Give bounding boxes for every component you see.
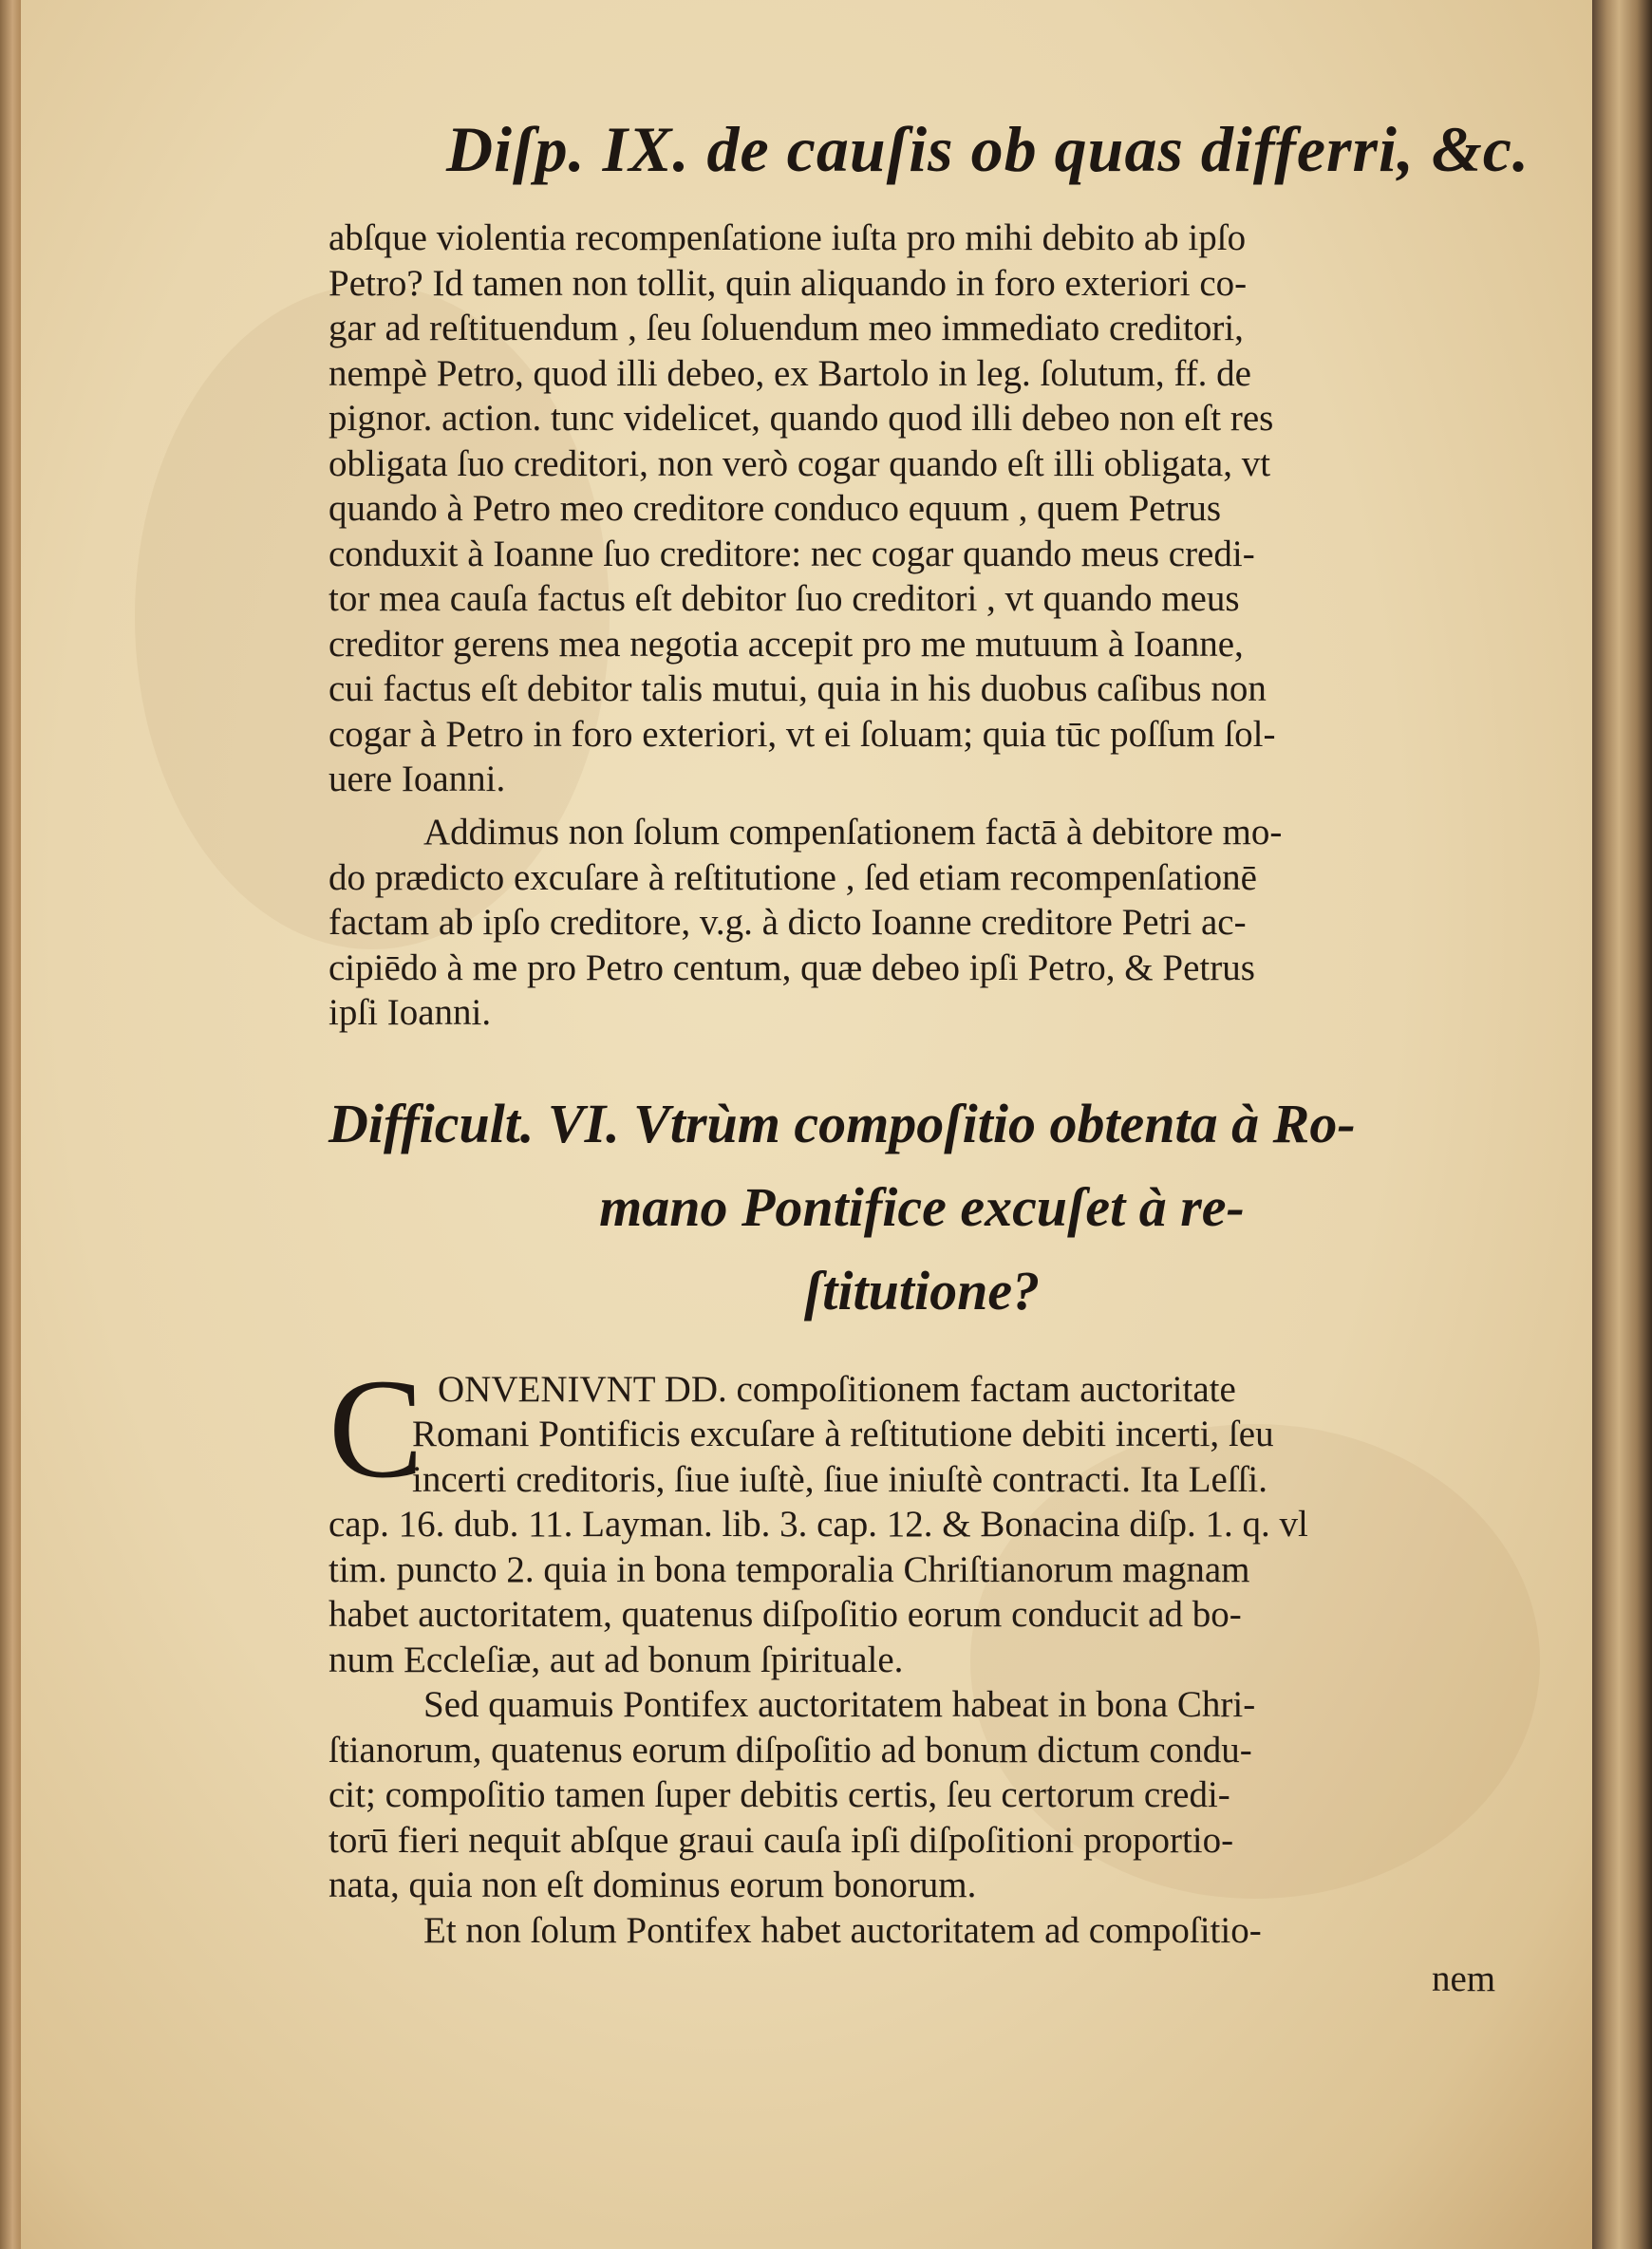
paragraph-continuation xyxy=(329,216,1496,802)
text-line: Addimus non ſolum compenſationem factā à debitore mo- xyxy=(423,812,1283,853)
text-line: nempè Petro, quod illi debeo, ex Bartolo in leg. ſolutum, ff. de xyxy=(329,352,1251,394)
text-line: gar ad reſtituendum , ſeu ſoluendum meo immediato creditori, xyxy=(329,308,1244,348)
text-line: incerti creditoris, ſiue iuſtè, ſiue iniuſtè contracti. Ita Leſſi. xyxy=(412,1459,1268,1500)
text-line: nata, quia non eſt dominus eorum bonorum. xyxy=(329,1865,977,1905)
book-left-edge xyxy=(0,0,21,2249)
running-header: Diſp. IX. de cauſis ob quas differri, &c. xyxy=(446,113,1530,185)
text-line: Petro? Id tamen non tollit, quin aliquando in foro exteriori co- xyxy=(329,262,1248,304)
text-line: creditor gerens mea negotia accepit pro me mutuum à Ioanne, xyxy=(329,623,1244,665)
text-line: Romani Pontificis excuſare à reſtitutione debiti incerti, ſeu xyxy=(412,1414,1274,1454)
text-line: factam ab ipſo creditore, v.g. à dicto Ioanne creditore Petri ac- xyxy=(329,902,1247,943)
drop-cap: C xyxy=(329,1350,424,1508)
text-line: num Eccleſiæ, aut ad bonum ſpirituale. xyxy=(329,1640,904,1680)
text-line: Et non ſolum Pontifex habet auctoritatem ad compoſitio- xyxy=(423,1910,1262,1951)
heading-line: Difficult. VI. Vtrùm compoſitio obtenta à Ro- xyxy=(329,1093,1356,1154)
text-line: pignor. action. tunc videlicet, quando quod illi debeo non eſt res xyxy=(329,398,1274,439)
section-body xyxy=(329,1350,1515,1984)
text-line: quando à Petro meo creditore conduco equum , quem Petrus xyxy=(329,488,1222,529)
text-line: habet auctoritatem, quatenus diſpoſitio eorum conducit ad bo- xyxy=(329,1594,1242,1635)
section-heading xyxy=(329,1082,1515,1333)
text-line: tor mea cauſa factus eſt debitor ſuo creditori , vt quando meus xyxy=(329,578,1240,619)
text-line: uere Ioanni. xyxy=(329,759,506,799)
text-line: cui factus eſt debitor talis mutui, quia in his duobus caſibus non xyxy=(329,668,1267,709)
text-line: tim. puncto 2. quia in bona temporalia Chriſtianorum magnam xyxy=(329,1549,1250,1590)
book-gutter xyxy=(1592,0,1652,2249)
heading-line: mano Pontifice excuſet à re- xyxy=(599,1176,1245,1238)
text-line: cipiēdo à me pro Petro centum, quæ debeo ipſi Petro, & Petrus xyxy=(329,946,1255,988)
text-line: obligata ſuo creditori, non verò cogar quando eſt illi obligata, vt xyxy=(329,442,1271,484)
text-line: do prædicto excuſare à reſtitutione , ſed etiam recompenſationē xyxy=(329,856,1257,898)
heading-line: ſtitutione? xyxy=(803,1260,1041,1321)
paragraph-addimus xyxy=(329,810,1496,1036)
text-line: cit; compoſitio tamen ſuper debitis certis, ſeu certorum credi- xyxy=(329,1774,1230,1815)
text-line: Sed quamuis Pontifex auctoritatem habeat in bona Chri- xyxy=(423,1684,1256,1725)
catchword: nem xyxy=(1432,1959,1496,1999)
text-line: cogar à Petro in foro exteriori, vt ei ſoluam; quia tūc poſſum ſol- xyxy=(329,713,1276,755)
text-line: abſque violentia recompenſatione iuſta pro mihi debito ab ipſo xyxy=(329,217,1247,258)
text-line: ſtianorum, quatenus eorum diſpoſitio ad bonum dictum condu- xyxy=(329,1730,1252,1771)
text-line: cap. 16. dub. 11. Layman. lib. 3. cap. 12. & Bonacina diſp. 1. q. vl xyxy=(329,1504,1308,1545)
text-line: torū fieri nequit abſque graui cauſa ipſi diſpoſitioni proportio- xyxy=(329,1820,1234,1861)
text-line: ipſi Ioanni. xyxy=(329,992,492,1033)
text-line: ONVENIVNT DD. compoſitionem factam auctoritate xyxy=(438,1369,1236,1410)
text-line: conduxit à Ioanne ſuo creditore: nec cogar quando meus credi- xyxy=(329,533,1255,574)
